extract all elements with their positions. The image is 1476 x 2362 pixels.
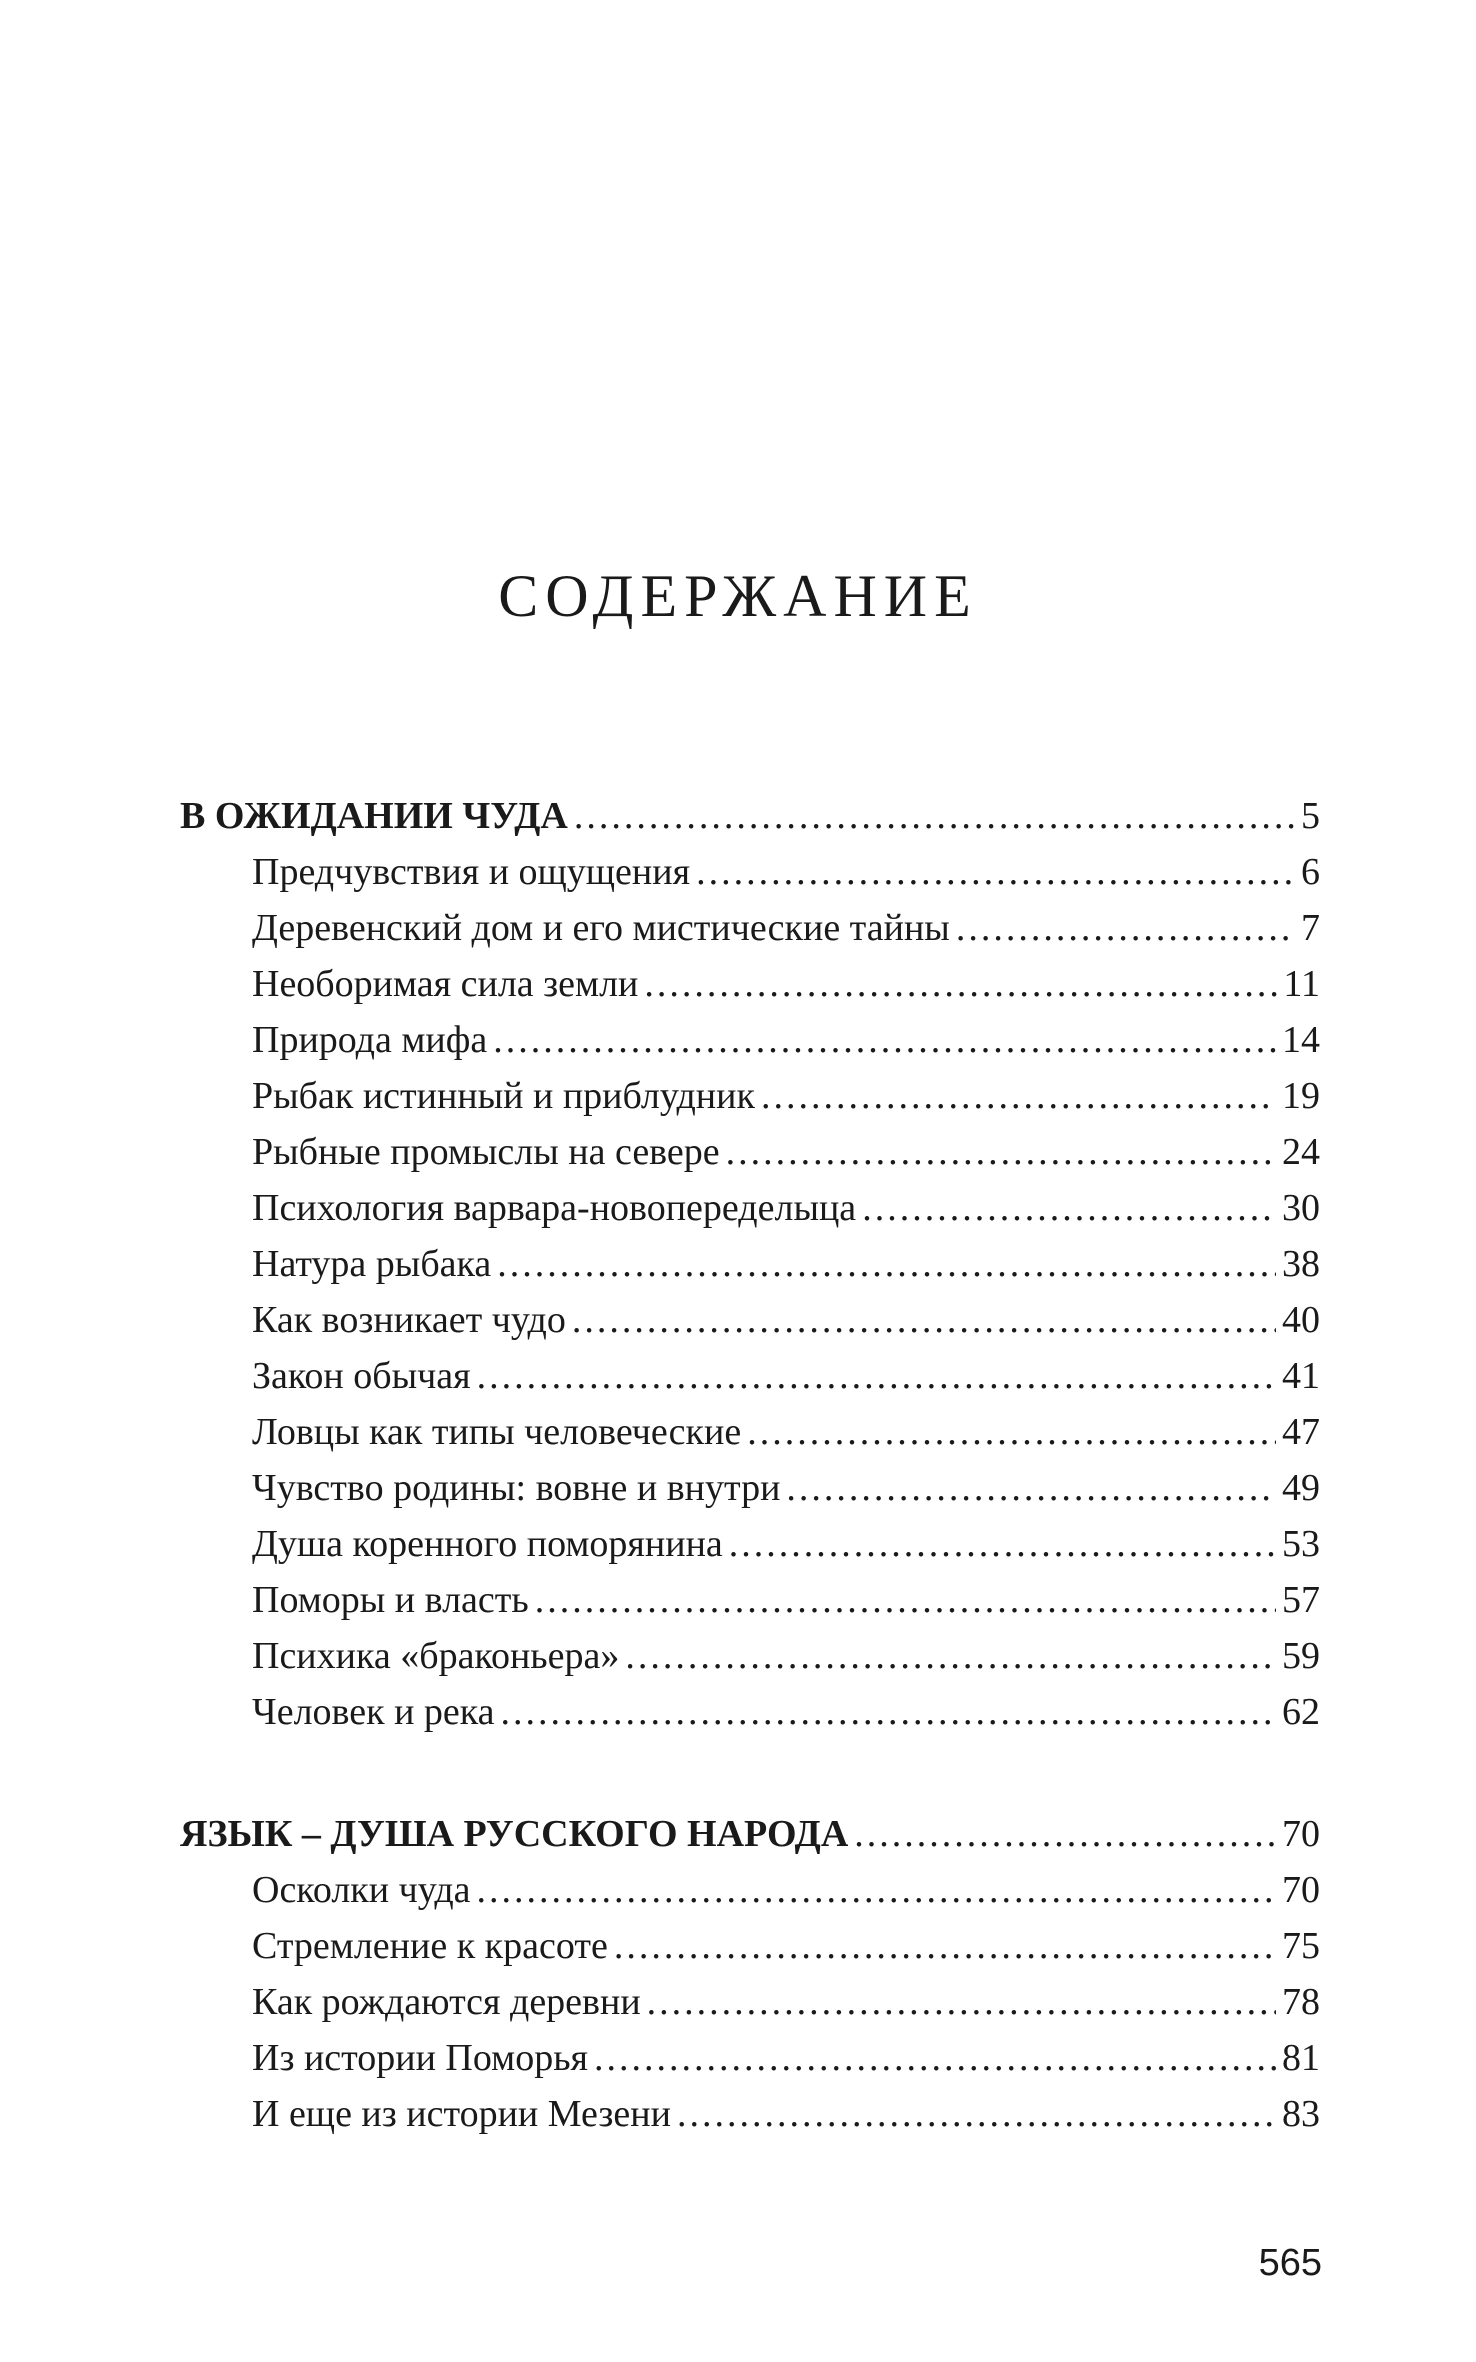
toc-entry-title: И еще из истории Мезени: [252, 2093, 671, 2135]
leader-dots: [747, 1404, 1276, 1460]
toc-entry: [252, 2086, 1320, 2142]
leader-dots: [497, 1236, 1276, 1292]
toc-entry-title: Ловцы как типы человеческие: [252, 1411, 742, 1453]
toc-entry-title: Осколки чуда: [252, 1869, 471, 1911]
toc-page-number: 5: [1301, 795, 1320, 837]
toc-entry: [252, 1180, 1320, 1236]
toc-page-number: 59: [1282, 1635, 1320, 1677]
leader-dots: [854, 1806, 1276, 1862]
leader-dots: [477, 1862, 1276, 1918]
toc-entry: [252, 1628, 1320, 1684]
leader-dots: [535, 1572, 1276, 1628]
toc-entry-title: Душа коренного поморянина: [252, 1523, 723, 1565]
leader-dots: [625, 1628, 1276, 1684]
toc-page-number: 14: [1282, 1019, 1320, 1061]
toc-entry-title: Необоримая сила земли: [252, 963, 639, 1005]
toc-entry: [252, 1124, 1320, 1180]
toc-page-number: 38: [1282, 1243, 1320, 1285]
page-number: 565: [1258, 2242, 1322, 2284]
toc-page-number: 75: [1282, 1925, 1320, 1967]
toc-page-number: 70: [1282, 1869, 1320, 1911]
toc-page-number: 41: [1282, 1355, 1320, 1397]
toc-entry: [252, 1236, 1320, 1292]
leader-dots: [956, 900, 1295, 956]
toc-entry-title: Рыбные промыслы на севере: [252, 1131, 720, 1173]
toc-section-title: ЯЗЫК – ДУША РУССКОГО НАРОДА: [180, 1813, 849, 1855]
leader-dots: [729, 1516, 1276, 1572]
toc-page-number: 24: [1282, 1131, 1320, 1173]
toc-entry: [252, 1516, 1320, 1572]
toc-entry-title: Натура рыбака: [252, 1243, 492, 1285]
leader-dots: [614, 1918, 1276, 1974]
toc-entry-title: Как рождаются деревни: [252, 1981, 641, 2023]
toc-page-number: 47: [1282, 1411, 1320, 1453]
leader-dots: [761, 1068, 1276, 1124]
toc-page-number: 7: [1301, 907, 1320, 949]
leader-dots: [644, 956, 1277, 1012]
toc-entry: [252, 900, 1320, 956]
leader-dots: [862, 1180, 1276, 1236]
leader-dots: [726, 1124, 1276, 1180]
leader-dots: [493, 1012, 1276, 1068]
toc-entry-title: Стремление к красоте: [252, 1925, 608, 1967]
toc-entry-title: Чувство родины: вовне и внутри: [252, 1467, 781, 1509]
toc-entry: [252, 2030, 1320, 2086]
leader-dots: [572, 1292, 1276, 1348]
toc-entry-title: Поморы и власть: [252, 1579, 529, 1621]
toc-entry-title: Из истории Поморья: [252, 2037, 589, 2079]
toc-entry: [252, 1862, 1320, 1918]
toc-page-number: 62: [1282, 1691, 1320, 1733]
toc-entry-title: Природа мифа: [252, 1019, 488, 1061]
leader-dots: [647, 1974, 1276, 2030]
toc-entry: [252, 1012, 1320, 1068]
leader-dots: [677, 2086, 1276, 2142]
leader-dots: [594, 2030, 1276, 2086]
toc-entry: [252, 1404, 1320, 1460]
toc-entry: [252, 1918, 1320, 1974]
toc-entry: [252, 1292, 1320, 1348]
toc-entry-title: Как возникает чудо: [252, 1299, 566, 1341]
toc-section-heading: [180, 788, 1320, 844]
toc-entry: [252, 1348, 1320, 1404]
toc-entry-title: Закон обычая: [252, 1355, 471, 1397]
toc-page-number: 53: [1282, 1523, 1320, 1565]
toc-page-number: 30: [1282, 1187, 1320, 1229]
toc-entry: [252, 1684, 1320, 1740]
page-title: СОДЕРЖАНИЕ: [498, 563, 978, 629]
toc-page-number: 40: [1282, 1299, 1320, 1341]
toc-section-heading: [180, 1806, 1320, 1862]
toc-page-number: 49: [1282, 1467, 1320, 1509]
leader-dots: [574, 788, 1295, 844]
toc-page-number: 57: [1282, 1579, 1320, 1621]
leader-dots: [501, 1684, 1276, 1740]
leader-dots: [696, 844, 1295, 900]
toc-page-number: 81: [1282, 2037, 1320, 2079]
toc-entry: [252, 1068, 1320, 1124]
leader-dots: [786, 1460, 1276, 1516]
toc-entry-title: Деревенский дом и его мистические тайны: [252, 907, 950, 949]
toc-page-number: 83: [1282, 2093, 1320, 2135]
toc-page-number: 70: [1282, 1813, 1320, 1855]
toc-entry-title: Рыбак истинный и приблудник: [252, 1075, 755, 1117]
toc-page-number: 78: [1282, 1981, 1320, 2023]
toc-entry-title: Психика «браконьера»: [252, 1635, 620, 1677]
toc-page-number: 19: [1282, 1075, 1320, 1117]
toc-entry: [252, 956, 1320, 1012]
toc-entry: [252, 1974, 1320, 2030]
toc-entry-title: Человек и река: [252, 1691, 495, 1733]
toc-section-title: В ОЖИДАНИИ ЧУДА: [180, 795, 568, 837]
toc-entry-title: Предчувствия и ощущения: [252, 851, 691, 893]
toc-entry: [252, 1572, 1320, 1628]
toc-entry: [252, 1460, 1320, 1516]
toc-entry: [252, 844, 1320, 900]
toc-page-number: 11: [1283, 963, 1320, 1005]
toc-page-number: 6: [1301, 851, 1320, 893]
toc-entry-title: Психология варвара-новопеределыца: [252, 1187, 857, 1229]
leader-dots: [477, 1348, 1276, 1404]
